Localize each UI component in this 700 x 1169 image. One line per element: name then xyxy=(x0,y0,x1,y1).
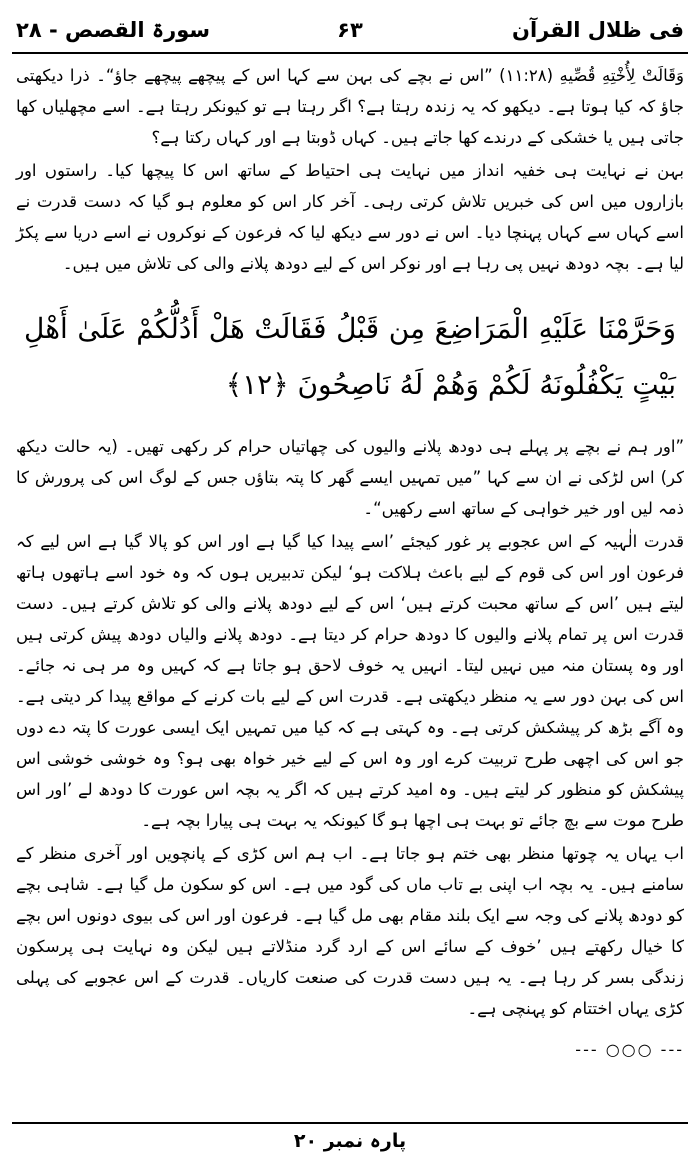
paragraph-4: قدرت الٰہیہ کے اس عجوبے پر غور کیجئے ’اسے پیدا کیا گیا ہے اور اس کو پالا گیا ہے اس لیے کہ فرعون اور اس کی قوم کے لیے باعث ہلاکت ہو‘ لیکن تدبیریں ہوں کہ وہ خود اسے ہاتھوں ہاتھ لیتے ہیں ’اس کے ساتھ محبت کرتے ہیں‘ اس کے لیے دودھ پلانے والی کو تلاش کرتے ہیں۔ دست قدرت اس پر تمام پلانے والیوں کا دودھ حرام کر دیتا ہے۔ دودھ پلانے والیاں دودھ پیش کرتی ہیں اور وہ پستان منہ میں نہیں لیتا۔ انہیں یہ خوف لاحق ہو جاتا ہے کہ کہیں وہ مر ہی نہ جائے۔ اس کی بہن دور سے یہ منظر دیکھتی ہے۔ قدرت اس کے لیے بات کرنے کے مواقع پیدا کر دیتی ہے۔ وہ آگے بڑھ کر پیشکش کرتی ہے۔ وہ کہتی ہے کہ کیا میں تمہیں ایک ایسی عورت کا پتہ دے دوں جو اس کی اچھی طرح تربیت کرے اور وہ اس کے لیے خیر خواہ بھی ہو؟ وہ خوشی خوشی اس پیشکش کو منظور کر لیتے ہیں۔ وہ امید کرتے ہیں کہ اگر یہ بچہ اس عورت کا دودھ لے ’اور اس طرح موت سے بچ جائے تو بہت ہی اچھا ہو گا کیونکہ یہ بہت ہی پیارا بچہ ہے۔ xyxy=(16,532,684,830)
page-header xyxy=(12,12,688,54)
footer-rule xyxy=(12,1122,688,1124)
paragraph-3: ”اور ہم نے بچے پر پہلے ہی دودھ پلانے والیوں کی چھاتیاں حرام کر رکھی تھیں۔ (یہ حالت دیکھ کر) اس لڑکی نے ان سے کہا ”میں تمہیں ایسے گھر کا پتہ بتاؤں جس کے لوگ اس کی پرورش کا ذمہ لیں اور خیر خواہی کے ساتھ اسے رکھیں“۔ xyxy=(16,437,684,518)
paragraph-2: بہن نے نہایت ہی خفیہ انداز میں نہایت ہی احتیاط کے ساتھ اس کا پیچھا کیا۔ راستوں اور بازاروں میں اس کی خبریں تلاش کرتی رہی۔ آخر کار اس کو معلوم ہو گیا کہ دست قدرت نے اسے کہاں سے کہاں پہنچا دیا۔ اس نے دور سے دیکھ لیا کہ فرعون کے نوکروں نے اسے دریا سے پکڑ لیا ہے۔ بچہ دودھ نہیں پی رہا ہے اور نوکر اس کے لیے دودھ پلانے والی کی تلاش میں ہیں۔ xyxy=(16,161,684,273)
page-body xyxy=(16,60,684,1067)
juz-number: پارہ نمبر ۲۰ xyxy=(293,1130,407,1152)
book-title: فی ظلال القرآن xyxy=(512,18,684,42)
page-number: ۶۳ xyxy=(337,18,363,42)
paragraph-5: اب یہاں یہ چوتھا منظر بھی ختم ہو جاتا ہے۔ اب ہم اس کڑی کے پانچویں اور آخری منظر کے سامنے ہیں۔ یہ بچہ اب اپنی بے تاب ماں کی گود میں ہے۔ اس کو سکون مل گیا ہے۔ شاہی بچے کو دودھ پلانے کی وجہ سے ایک بلند مقام بھی مل گیا ہے۔ فرعون اور اس کی بیوی دونوں اس بچے کا خیال رکھتے ہیں ’خوف کے سائے اس کے ارد گرد منڈلاتے ہیں لیکن وہ نہایت ہی پرسکون زندگی بسر کر رہا ہے۔ یہ ہیں دست قدرت کی صنعت کاریاں۔ قدرت کے اس عجوبے کی پہلی کڑی یہاں اختتام کو پہنچی ہے۔ xyxy=(16,844,684,1018)
quran-verse: وَحَرَّمْنَا عَلَيْهِ الْمَرَاضِعَ مِن قَبْلُ فَقَالَتْ هَلْ أَدُلُّكُمْ عَلَىٰ أَهْلِ بَيْتٍ يَكْفُلُونَهُ لَكُمْ وَهُمْ لَهُ نَاصِحُونَ ﴿۱۲﴾ xyxy=(24,312,676,401)
section-divider: --- ○○○ --- xyxy=(575,1040,684,1059)
paragraph-1: وَقَالَتْ لِأُخْتِهِ قُصِّيهِ (۱۱:۲۸) ”اس نے بچے کی بہن سے کہا اس کے پیچھے پیچھے جاؤ“۔ ذرا دیکھتی جاؤ کہ کیا ہوتا ہے۔ دیکھو کہ یہ زندہ رہتا ہے؟ اگر رہتا ہے تو کیونکر رہتا ہے۔ اسے مچھلیاں کھا جاتی ہیں یا خشکی کے درندے کھا جاتے ہیں۔ کہاں ڈوبتا ہے اور کہاں رکتا ہے؟ xyxy=(16,66,684,147)
surah-info: سورۃ القصص - ۲۸ xyxy=(16,18,211,42)
